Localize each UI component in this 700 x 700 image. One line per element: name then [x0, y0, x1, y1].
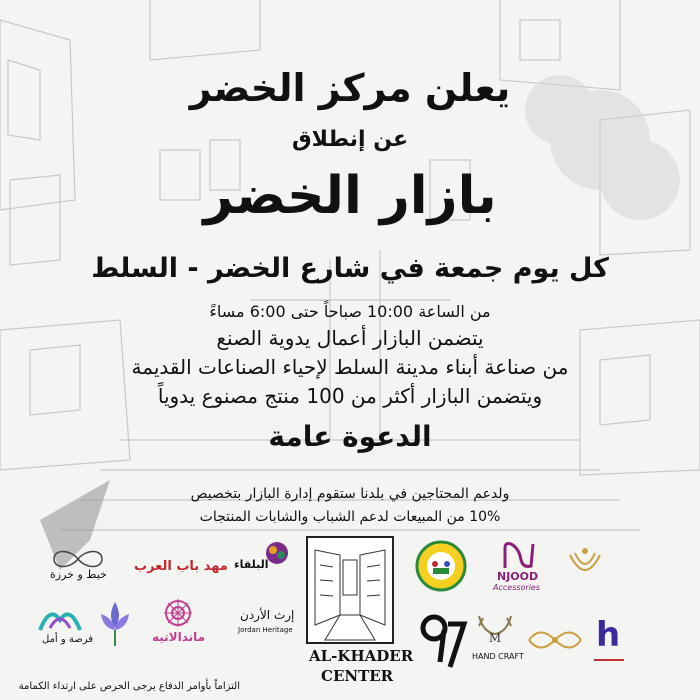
mask-notice: التزاماً بأوامر الدفاع يرجى الحرص على ارتداء الكمامة [18, 681, 240, 692]
irth-logo-text: إرث الأردن [240, 608, 295, 622]
khait-logo-text: خيط و خرزة [50, 568, 107, 581]
description-line-2: من صناعة أبناء مدينة السلط لإحياء الصناعات القديمة [131, 355, 569, 379]
number-logo [418, 612, 468, 672]
forsa-logo-text: فرصة و أمل [42, 634, 94, 645]
h-brand-logo [592, 615, 632, 665]
irth-logo [234, 606, 294, 646]
njood-n-icon [499, 540, 539, 570]
handcraft-logo-text: HAND CRAFT [472, 652, 524, 661]
announcement-subheading: عن إنطلاق [291, 127, 409, 152]
ornament-icon [525, 620, 585, 660]
center-name-line-1: AL-KHADER [309, 647, 414, 665]
support-line-2: 10% من المبيعات لدعم الشباب والشابات المنتجات [199, 509, 501, 525]
hours-line: من الساعة 10:00 صباحاً حتى 6:00 مساءً [209, 302, 491, 321]
description-line-1: يتضمن البازار أعمال يدوية الصنع [216, 326, 484, 350]
iris-logo [95, 598, 135, 650]
public-invitation: الدعوة عامة [268, 420, 432, 453]
support-line-1: ولدعم المحتاجين في بلدنا ستقوم إدارة البازار بتخصيص [190, 486, 510, 502]
njood-logo-subtext: Accessories [493, 583, 541, 592]
irth-logo-subtext: Jordan Heritage [238, 626, 293, 634]
association-logo [415, 540, 467, 592]
mandala-logo [148, 598, 208, 650]
svg-text:M: M [488, 631, 502, 645]
infinity-icon [48, 548, 108, 570]
mandala-icon [160, 598, 196, 628]
handcraft-logo [470, 612, 524, 667]
al-khader-center-logo [305, 535, 414, 690]
street-sketch-image [305, 535, 395, 645]
ornament-logo [525, 620, 585, 660]
bazaar-title: بازار الخضر [203, 166, 497, 226]
center-name-line-2: CENTER [321, 667, 394, 685]
mandala-logo-text: ماندالاتيه [152, 630, 206, 644]
khait-logo [48, 548, 108, 588]
mahd-logo [130, 555, 228, 585]
association-emblem-icon [415, 540, 467, 592]
balqa-logo [232, 540, 297, 590]
description-line-3: ويتضمن البازار أكثر من 100 منتج مصنوع يدوياً [157, 384, 543, 408]
hands-icon [30, 600, 90, 634]
number-97-icon [418, 612, 468, 672]
antlers-icon [473, 612, 517, 650]
announcement-heading: يعلن مركز الخضر [189, 66, 511, 110]
njood-logo-text: NJOOD [497, 570, 539, 583]
golden-crest-logo [560, 545, 610, 590]
balqa-logo-text: البلقاء [234, 558, 269, 571]
iris-flower-icon [95, 598, 135, 650]
crest-icon [560, 545, 610, 590]
forsa-logo [30, 600, 95, 650]
mahd-logo-text: مهد باب العرب [134, 559, 228, 574]
njood-logo [485, 540, 550, 595]
h-brand-letter: h [596, 615, 621, 655]
brand-underline-icon [592, 655, 632, 665]
schedule-line: كل يوم جمعة في شارع الخضر - السلط [91, 253, 609, 284]
